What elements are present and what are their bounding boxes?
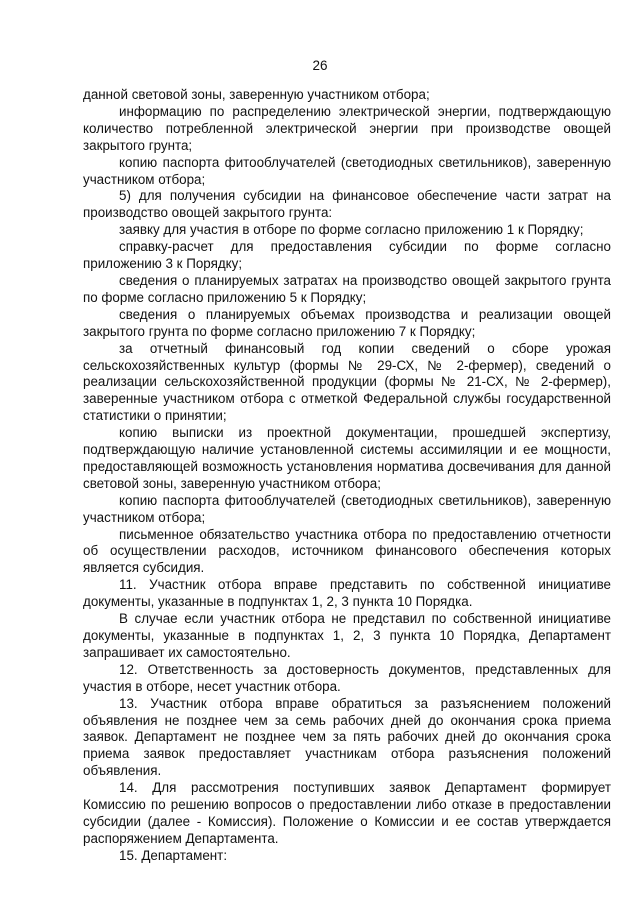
paragraph: 14. Для рассмотрения поступивших заявок Департамент формирует Комиссию по решению вопросов о предоставлении либо отказе в предоставлении субсидии (далее - Комиссия). Положение о Комиссии и ее состав утверждается распоряжением Департамента.: [83, 780, 611, 846]
paragraph: 12. Ответственность за достоверность документов, представленных для участия в отборе, несет участник отбора.: [83, 661, 611, 694]
paragraph: копию выписки из проектной документации, прошедшей экспертизу, подтверждающую наличие установленной системы ассимиляции и ее мощности, предоставляющей возможность установления норматива досвечивания для данной световой зоны, заверенную участником отбора;: [83, 425, 611, 491]
paragraph: справку-расчет для предоставления субсидии по форме согласно приложению 3 к Порядку;: [83, 239, 611, 272]
paragraph: копию паспорта фитооблучателей (светодиодных светильников), заверенную участником отбора;: [83, 492, 611, 525]
paragraph: В случае если участник отбора не представил по собственной инициативе документы, указанные в подпунктах 1, 2, 3 пункта 10 Порядка, Департамент запрашивает их самостоятельно.: [83, 611, 611, 660]
paragraph: письменное обязательство участника отбора по предоставлению отчетности об осуществлении расходов, источником финансового обеспечения которых является субсидия.: [83, 526, 611, 576]
page-number: 26: [312, 58, 328, 73]
paragraph: за отчетный финансовый год копии сведений о сборе урожая сельскохозяйственных культур (формы № 29-СХ, № 2-фермер), сведений о реализации сельскохозяйственной продукции (формы № 21-СХ, № 2-фермер), заверенные участником отбора с отметкой Федеральной службы государственной статистики о принятии;: [83, 340, 611, 424]
paragraph: копию паспорта фитооблучателей (светодиодных светильников), заверенную участником отбора;: [83, 154, 611, 187]
paragraph: 11. Участник отбора вправе представить по собственной инициативе документы, указанные в подпунктах 1, 2, 3 пункта 10 Порядка.: [83, 577, 611, 610]
paragraph: сведения о планируемых затратах на производство овощей закрытого грунта по форме согласно приложению 5 к Порядку;: [83, 272, 611, 305]
paragraph: 15. Департамент:: [119, 847, 228, 863]
document-body: [83, 87, 611, 865]
paragraph: 5) для получения субсидии на финансовое обеспечение части затрат на производство овощей закрытого грунта:: [83, 188, 611, 221]
paragraph: информацию по распределению электрической энергии, подтверждающую количество потребленной электрической энергии при производстве овощей закрытого грунта;: [83, 103, 611, 153]
paragraph: данной световой зоны, заверенную участником отбора;: [83, 87, 430, 102]
paragraph: 13. Участник отбора вправе обратиться за разъяснением положений объявления не позднее чем за семь рабочих дней до окончания срока приема заявок. Департамент не позднее чем за пять рабочих дней до окончания срока приема заявок предоставляет участникам отбора разъяснения положений объявления.: [83, 695, 611, 779]
paragraph: заявку для участия в отборе по форме согласно приложению 1 к Порядку;: [119, 222, 584, 238]
paragraph: сведения о планируемых объемах производства и реализации овощей закрытого грунта по форме согласно приложению 7 к Порядку;: [83, 306, 611, 339]
